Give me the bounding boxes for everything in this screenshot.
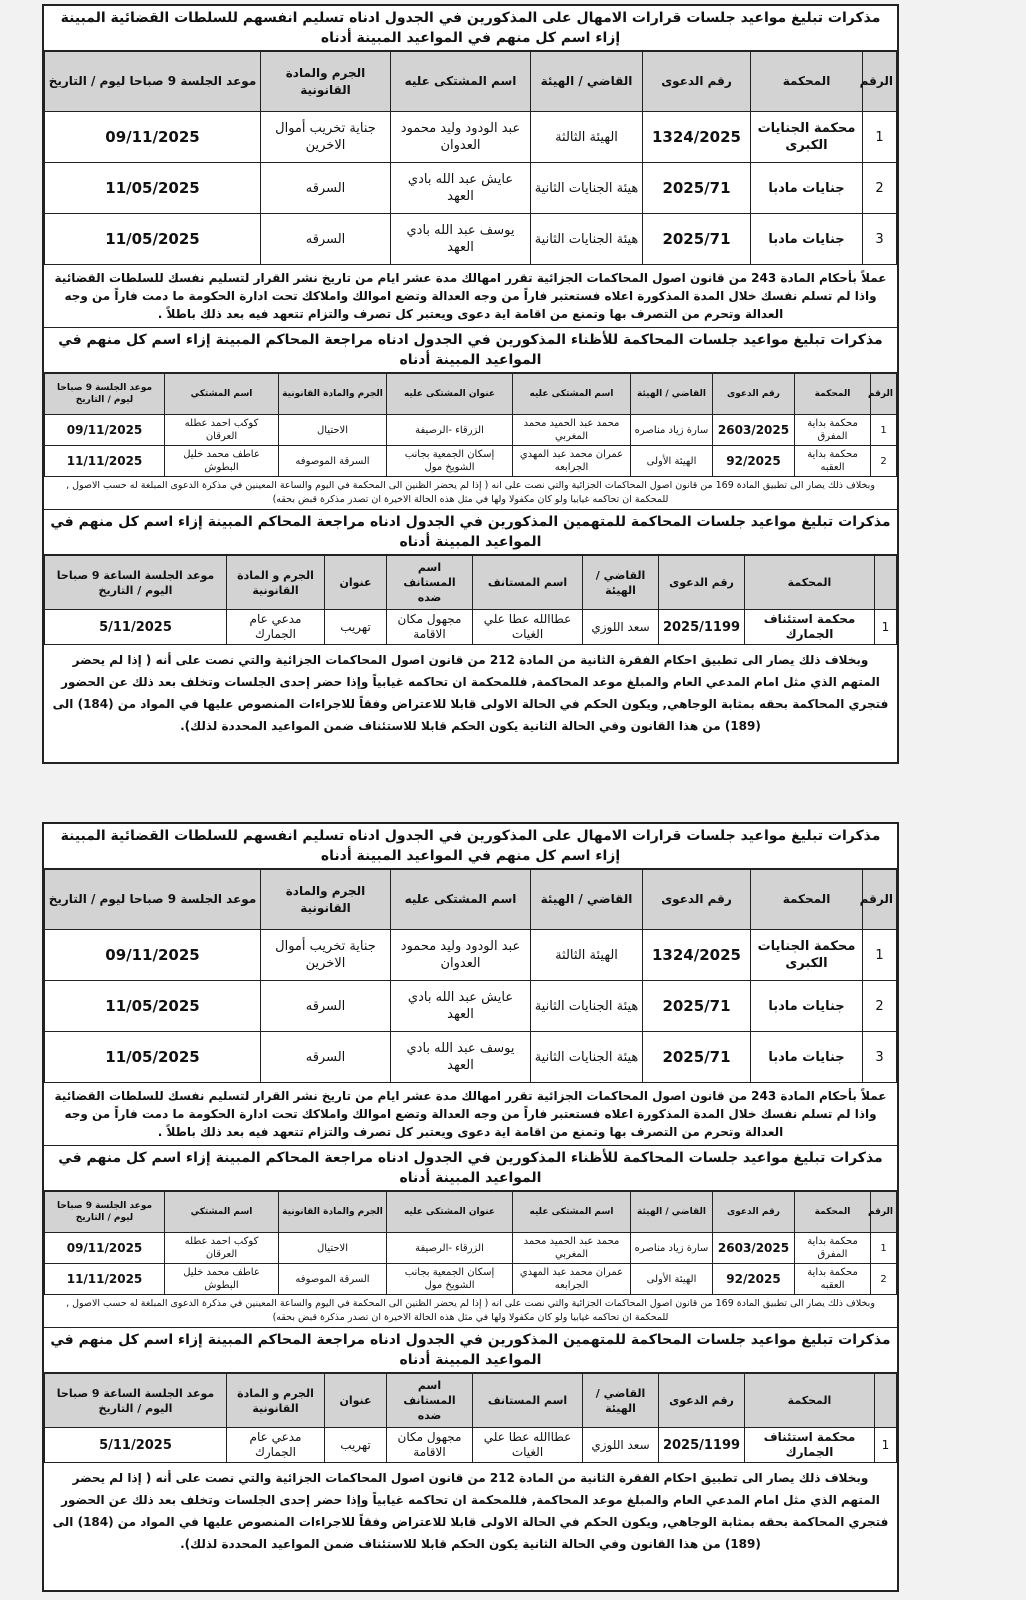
table-cell: محكمة استئناف الجمارك bbox=[745, 1428, 875, 1463]
header-cell: موعد الجلسة 9 صباحا ليوم / التاريخ bbox=[45, 1192, 165, 1233]
table-cell: محكمة بداية العقبه bbox=[795, 1264, 871, 1295]
header-cell: اسم المشتكى عليه bbox=[391, 870, 531, 930]
header-cell bbox=[875, 556, 897, 610]
header-cell: رقم الدعوى bbox=[713, 374, 795, 415]
table-cell: 3 bbox=[863, 1032, 897, 1083]
table-cell: هيئة الجنايات الثانية bbox=[531, 163, 643, 214]
table-cell: الهيئة الأولى bbox=[631, 1264, 713, 1295]
header-cell: اسم المشتكى عليه bbox=[391, 52, 531, 112]
table-cell: عايش عبد الله بادي العهد bbox=[391, 981, 531, 1032]
table-cell: 1 bbox=[863, 930, 897, 981]
header-cell: الرقم bbox=[871, 1192, 897, 1233]
header-cell: اسم المستانف ضده bbox=[387, 556, 473, 610]
section2-note: وبخلاف ذلك يصار الى تطبيق المادة 169 من قانون اصول المحاكمات الجزائية والتي نصت على انه ( إذا لم يحضر الظنين الى المحكمة في اليوم والساعة المعينين في مذكرة الدعوى المبلغة له حسب الاصول , للمحكمة ان تحاكمه غيابيا ولو كان مكفولا ولها في مثل هذه الحالة الاخيرة ان تصدر مذكرة قبض بحقه) bbox=[44, 477, 897, 510]
table-cell: 5/11/2025 bbox=[45, 610, 227, 645]
table-row bbox=[45, 981, 897, 1032]
table-row bbox=[45, 610, 897, 645]
table-cell: الهيئة الأولى bbox=[631, 446, 713, 477]
section3-table bbox=[44, 1373, 897, 1463]
header-cell: رقم الدعوى bbox=[659, 1374, 745, 1428]
notice-document-duplicate bbox=[42, 822, 899, 1592]
table-cell: محكمة بداية المفرق bbox=[795, 415, 871, 446]
header-cell: القاضي / الهيئة bbox=[631, 1192, 713, 1233]
header-cell: موعد الجلسة 9 صباحا ليوم / التاريخ bbox=[45, 870, 261, 930]
table-header-row bbox=[45, 52, 897, 112]
table-cell: محمد عبد الحميد محمد المغربي bbox=[513, 415, 631, 446]
table-cell: مجهول مكان الاقامة bbox=[387, 1428, 473, 1463]
table-cell: 2603/2025 bbox=[713, 1233, 795, 1264]
table-cell: 2 bbox=[863, 981, 897, 1032]
table-cell: كوكب احمد عطله العرقان bbox=[165, 415, 279, 446]
header-cell: الجرم و المادة القانونية bbox=[227, 1374, 325, 1428]
header-cell: رقم الدعوى bbox=[713, 1192, 795, 1233]
header-cell: المحكمة bbox=[745, 556, 875, 610]
header-cell: اسم المشتكي bbox=[165, 1192, 279, 1233]
table-header-row bbox=[45, 870, 897, 930]
table-cell: محمد عبد الحميد محمد المغربي bbox=[513, 1233, 631, 1264]
header-cell: موعد الجلسة الساعة 9 صباحا اليوم / التاريخ bbox=[45, 1374, 227, 1428]
table-header-row bbox=[45, 1192, 897, 1233]
table-header-row bbox=[45, 556, 897, 610]
header-cell: موعد الجلسة الساعة 9 صباحا اليوم / التاريخ bbox=[45, 556, 227, 610]
table-row bbox=[45, 1264, 897, 1295]
header-cell: الرقم bbox=[863, 52, 897, 112]
header-cell: الجرم والمادة القانونية bbox=[261, 870, 391, 930]
header-cell: موعد الجلسة 9 صباحا ليوم / التاريخ bbox=[45, 52, 261, 112]
section1-table bbox=[44, 51, 897, 265]
table-row bbox=[45, 1428, 897, 1463]
section2-note: وبخلاف ذلك يصار الى تطبيق المادة 169 من قانون اصول المحاكمات الجزائية والتي نصت على انه ( إذا لم يحضر الظنين الى المحكمة في اليوم والساعة المعينين في مذكرة الدعوى المبلغة له حسب الاصول , للمحكمة ان تحاكمه غيابيا ولو كان مكفولا ولها في مثل هذه الحالة الاخيرة ان تصدر مذكرة قبض بحقه) bbox=[44, 1295, 897, 1328]
table-cell: هيئة الجنايات الثانية bbox=[531, 1032, 643, 1083]
table-cell: 5/11/2025 bbox=[45, 1428, 227, 1463]
table-cell: هيئة الجنايات الثانية bbox=[531, 981, 643, 1032]
header-cell: الرقم bbox=[871, 374, 897, 415]
table-cell: 2025/71 bbox=[643, 163, 751, 214]
header-cell: القاضي / الهيئة bbox=[583, 556, 659, 610]
table-cell: إسكان الجمعية بجانب الشويخ مول bbox=[387, 1264, 513, 1295]
table-cell: 11/05/2025 bbox=[45, 1032, 261, 1083]
table-cell: 2025/71 bbox=[643, 1032, 751, 1083]
header-cell: رقم الدعوى bbox=[643, 52, 751, 112]
table-cell: السرقه bbox=[261, 981, 391, 1032]
table-cell: 3 bbox=[863, 214, 897, 265]
header-cell: المحكمة bbox=[751, 870, 863, 930]
table-cell: 1 bbox=[863, 112, 897, 163]
table-cell: محكمة بداية العقبه bbox=[795, 446, 871, 477]
section1-table bbox=[44, 869, 897, 1083]
table-row bbox=[45, 1032, 897, 1083]
table-row bbox=[45, 112, 897, 163]
table-cell: عبد الودود وليد محمود العدوان bbox=[391, 112, 531, 163]
table-cell: عايش عبد الله بادي العهد bbox=[391, 163, 531, 214]
table-cell: الاحتيال bbox=[279, 1233, 387, 1264]
table-cell: السرقه bbox=[261, 214, 391, 265]
header-cell: اسم المشتكى عليه bbox=[513, 1192, 631, 1233]
header-cell bbox=[875, 1374, 897, 1428]
table-cell: يوسف عبد الله بادي العهد bbox=[391, 1032, 531, 1083]
table-cell: عطاالله عطا علي الغيات bbox=[473, 1428, 583, 1463]
header-cell: القاضي / الهيئة bbox=[583, 1374, 659, 1428]
header-cell: عنوان المشتكى عليه bbox=[387, 1192, 513, 1233]
table-cell: الهيئة الثالثة bbox=[531, 930, 643, 981]
table-cell: 2025/1199 bbox=[659, 1428, 745, 1463]
table-row bbox=[45, 214, 897, 265]
header-cell: رقم الدعوى bbox=[643, 870, 751, 930]
header-cell: موعد الجلسة 9 صباحا ليوم / التاريخ bbox=[45, 374, 165, 415]
table-header-row bbox=[45, 1374, 897, 1428]
table-cell: 1 bbox=[871, 1233, 897, 1264]
table-cell: محكمة الجنايات الكبرى bbox=[751, 930, 863, 981]
table-cell: 11/11/2025 bbox=[45, 1264, 165, 1295]
table-cell: محكمة بداية المفرق bbox=[795, 1233, 871, 1264]
header-cell: الجرم و المادة القانونية bbox=[227, 556, 325, 610]
table-cell: هيئة الجنايات الثانية bbox=[531, 214, 643, 265]
table-cell: 2025/1199 bbox=[659, 610, 745, 645]
table-cell: 1324/2025 bbox=[643, 930, 751, 981]
header-cell: المحكمة bbox=[795, 374, 871, 415]
table-cell: سعد اللوزي bbox=[583, 1428, 659, 1463]
section1-note: عملاً بأحكام المادة 243 من قانون اصول المحاكمات الجزائية تقرر امهالك مدة عشر ايام من تاريخ نشر القرار لتسليم نفسك للسلطات القضائية واذا لم تسلم نفسك خلال المدة المذكورة اعلاه فستعتبر فاراً من وجه العدالة وتضع اموالك واملاكك تحت ادارة الحكومة ما دمت فاراً من وجه العدالة وتحرم من التصرف بها وتمنع من اقامة اية دعوى ويعتبر كل تصرف والتزام تتعهد فيه بعد ذلك باطلاً . bbox=[44, 1083, 897, 1146]
table-cell: جنايات مادبا bbox=[751, 981, 863, 1032]
header-cell: القاضي / الهيئة bbox=[531, 52, 643, 112]
table-row bbox=[45, 1233, 897, 1264]
table-cell: عاطف محمد خليل البطوش bbox=[165, 1264, 279, 1295]
table-cell: كوكب احمد عطله العرقان bbox=[165, 1233, 279, 1264]
table-cell: 2025/71 bbox=[643, 981, 751, 1032]
section2-title: مذكرات تبليغ مواعيد جلسات المحاكمة للأظناء المذكورين في الجدول ادناه مراجعة المحاكم المبينة إزاء اسم كل منهم في المواعيد المبينة أدناه bbox=[44, 328, 897, 373]
table-cell: السرقه bbox=[261, 1032, 391, 1083]
notice-document bbox=[42, 4, 899, 764]
table-cell: محكمة الجنايات الكبرى bbox=[751, 112, 863, 163]
header-cell: المحكمة bbox=[795, 1192, 871, 1233]
section1-note: عملاً بأحكام المادة 243 من قانون اصول المحاكمات الجزائية تقرر امهالك مدة عشر ايام من تاريخ نشر القرار لتسليم نفسك للسلطات القضائية واذا لم تسلم نفسك خلال المدة المذكورة اعلاه فستعتبر فاراً من وجه العدالة وتضع اموالك واملاكك تحت ادارة الحكومة ما دمت فاراً من وجه العدالة وتحرم من التصرف بها وتمنع من اقامة اية دعوى ويعتبر كل تصرف والتزام تتعهد فيه بعد ذلك باطلاً . bbox=[44, 265, 897, 328]
table-cell: 2603/2025 bbox=[713, 415, 795, 446]
table-cell: 1 bbox=[875, 1428, 897, 1463]
table-cell: مجهول مكان الاقامة bbox=[387, 610, 473, 645]
section3-table bbox=[44, 555, 897, 645]
header-cell: الجرم والمادة القانونية bbox=[279, 1192, 387, 1233]
header-cell: المحكمة bbox=[745, 1374, 875, 1428]
table-cell: 09/11/2025 bbox=[45, 112, 261, 163]
table-cell: 2 bbox=[871, 1264, 897, 1295]
table-cell: عاطف محمد خليل البطوش bbox=[165, 446, 279, 477]
table-cell: جناية تخريب أموال الاخرين bbox=[261, 112, 391, 163]
table-cell: محكمة استئناف الجمارك bbox=[745, 610, 875, 645]
table-cell: 09/11/2025 bbox=[45, 1233, 165, 1264]
table-cell: سارة زياد مناصره bbox=[631, 415, 713, 446]
table-cell: عمران محمد عبد المهدي الجرابعه bbox=[513, 446, 631, 477]
table-cell: 2 bbox=[863, 163, 897, 214]
header-cell: رقم الدعوى bbox=[659, 556, 745, 610]
table-cell: 09/11/2025 bbox=[45, 415, 165, 446]
section3-title: مذكرات تبليغ مواعيد جلسات المحاكمة للمتهمين المذكورين في الجدول ادناه مراجعة المحاكم المبينة إزاء اسم كل منهم في المواعيد المبينة أدناه bbox=[44, 1328, 897, 1373]
section3-note: وبخلاف ذلك يصار الى تطبيق احكام الفقرة الثانية من المادة 212 من قانون اصول المحاكمات الجزائية والتي نصت على أنه ( إذا لم يحضر المتهم الذي مثل امام المدعي العام والمبلغ موعد المحاكمة, فللمحكمة ان تحاكمه غيابياً وإذا حضر إحدى الجلسات وتخلف بعد ذلك عن الحضور فتجري المحاكمة بحقه بمثابة الوجاهي, ويكون الحكم في الحالة الاولى قابلا للاعتراض وفقاً للاجراءات المنصوص عليها في المواد من (184) الى (189) من هذا القانون وفي الحالة الثانية يكون الحكم قابلا للاستئناف ضمن المواعيد المحددة لذلك). bbox=[52, 653, 889, 733]
table-cell: الاحتيال bbox=[279, 415, 387, 446]
section3-note: وبخلاف ذلك يصار الى تطبيق احكام الفقرة الثانية من المادة 212 من قانون اصول المحاكمات الجزائية والتي نصت على أنه ( إذا لم يحضر المتهم الذي مثل امام المدعي العام والمبلغ موعد المحاكمة, فللمحكمة ان تحاكمه غيابياً وإذا حضر إحدى الجلسات وتخلف بعد ذلك عن الحضور فتجري المحاكمة بحقه بمثابة الوجاهي, ويكون الحكم في الحالة الاولى قابلا للاعتراض وفقاً للاجراءات المنصوص عليها في المواد من (184) الى (189) من هذا القانون وفي الحالة الثانية يكون الحكم قابلا للاستئناف ضمن المواعيد المحددة لذلك). bbox=[52, 1471, 889, 1551]
section2-title: مذكرات تبليغ مواعيد جلسات المحاكمة للأظناء المذكورين في الجدول ادناه مراجعة المحاكم المبينة إزاء اسم كل منهم في المواعيد المبينة أدناه bbox=[44, 1146, 897, 1191]
table-cell: عمران محمد عبد المهدي الجرابعه bbox=[513, 1264, 631, 1295]
table-row bbox=[45, 163, 897, 214]
table-cell: 11/05/2025 bbox=[45, 163, 261, 214]
table-row bbox=[45, 446, 897, 477]
header-cell: اسم المشتكي bbox=[165, 374, 279, 415]
table-row bbox=[45, 415, 897, 446]
table-cell: 11/05/2025 bbox=[45, 981, 261, 1032]
table-cell: جنايات مادبا bbox=[751, 163, 863, 214]
table-cell: إسكان الجمعية بجانب الشويخ مول bbox=[387, 446, 513, 477]
header-cell: عنوان bbox=[325, 1374, 387, 1428]
table-cell: تهريب bbox=[325, 610, 387, 645]
table-header-row bbox=[45, 374, 897, 415]
table-cell: 1324/2025 bbox=[643, 112, 751, 163]
header-cell: عنوان bbox=[325, 556, 387, 610]
table-cell: يوسف عبد الله بادي العهد bbox=[391, 214, 531, 265]
table-cell: 92/2025 bbox=[713, 446, 795, 477]
header-cell: المحكمة bbox=[751, 52, 863, 112]
table-cell: السرقه bbox=[261, 163, 391, 214]
table-cell: 09/11/2025 bbox=[45, 930, 261, 981]
header-cell: الجرم والمادة القانونية bbox=[279, 374, 387, 415]
table-cell: جنايات مادبا bbox=[751, 214, 863, 265]
section2-table bbox=[44, 1191, 897, 1295]
table-cell: مدعي عام الجمارك bbox=[227, 1428, 325, 1463]
table-cell: 1 bbox=[871, 415, 897, 446]
table-cell: الهيئة الثالثة bbox=[531, 112, 643, 163]
header-cell: عنوان المشتكى عليه bbox=[387, 374, 513, 415]
section3-title: مذكرات تبليغ مواعيد جلسات المحاكمة للمتهمين المذكورين في الجدول ادناه مراجعة المحاكم المبينة إزاء اسم كل منهم في المواعيد المبينة أدناه bbox=[44, 510, 897, 555]
header-cell: القاضي / الهيئة bbox=[531, 870, 643, 930]
table-cell: الزرقاء -الرصيفة bbox=[387, 415, 513, 446]
section2-table bbox=[44, 373, 897, 477]
table-cell: عبد الودود وليد محمود العدوان bbox=[391, 930, 531, 981]
table-cell: تهريب bbox=[325, 1428, 387, 1463]
table-cell: 11/11/2025 bbox=[45, 446, 165, 477]
table-cell: عطاالله عطا علي الغيات bbox=[473, 610, 583, 645]
table-cell: سارة زياد مناصره bbox=[631, 1233, 713, 1264]
header-cell: القاضي / الهيئة bbox=[631, 374, 713, 415]
table-cell: 1 bbox=[875, 610, 897, 645]
header-cell: اسم المستانف bbox=[473, 556, 583, 610]
table-cell: الزرقاء -الرصيفة bbox=[387, 1233, 513, 1264]
table-cell: 2 bbox=[871, 446, 897, 477]
section1-title: مذكرات تبليغ مواعيد جلسات قرارات الامهال على المذكورين في الجدول ادناه تسليم انفسهم للسلطات القضائية المبينة إزاء اسم كل منهم في المواعيد المبينة أدناه bbox=[44, 6, 897, 51]
section1-title: مذكرات تبليغ مواعيد جلسات قرارات الامهال على المذكورين في الجدول ادناه تسليم انفسهم للسلطات القضائية المبينة إزاء اسم كل منهم في المواعيد المبينة أدناه bbox=[44, 824, 897, 869]
header-cell: اسم المشتكى عليه bbox=[513, 374, 631, 415]
table-row bbox=[45, 930, 897, 981]
header-cell: الجرم والمادة القانونية bbox=[261, 52, 391, 112]
table-cell: جناية تخريب أموال الاخرين bbox=[261, 930, 391, 981]
header-cell: اسم المستانف ضده bbox=[387, 1374, 473, 1428]
table-cell: سعد اللوزي bbox=[583, 610, 659, 645]
table-cell: 2025/71 bbox=[643, 214, 751, 265]
table-cell: 11/05/2025 bbox=[45, 214, 261, 265]
table-cell: مدعي عام الجمارك bbox=[227, 610, 325, 645]
table-cell: السرقة الموصوفه bbox=[279, 1264, 387, 1295]
table-cell: 92/2025 bbox=[713, 1264, 795, 1295]
table-cell: جنايات مادبا bbox=[751, 1032, 863, 1083]
table-cell: السرقة الموصوفه bbox=[279, 446, 387, 477]
header-cell: اسم المستانف bbox=[473, 1374, 583, 1428]
header-cell: الرقم bbox=[863, 870, 897, 930]
